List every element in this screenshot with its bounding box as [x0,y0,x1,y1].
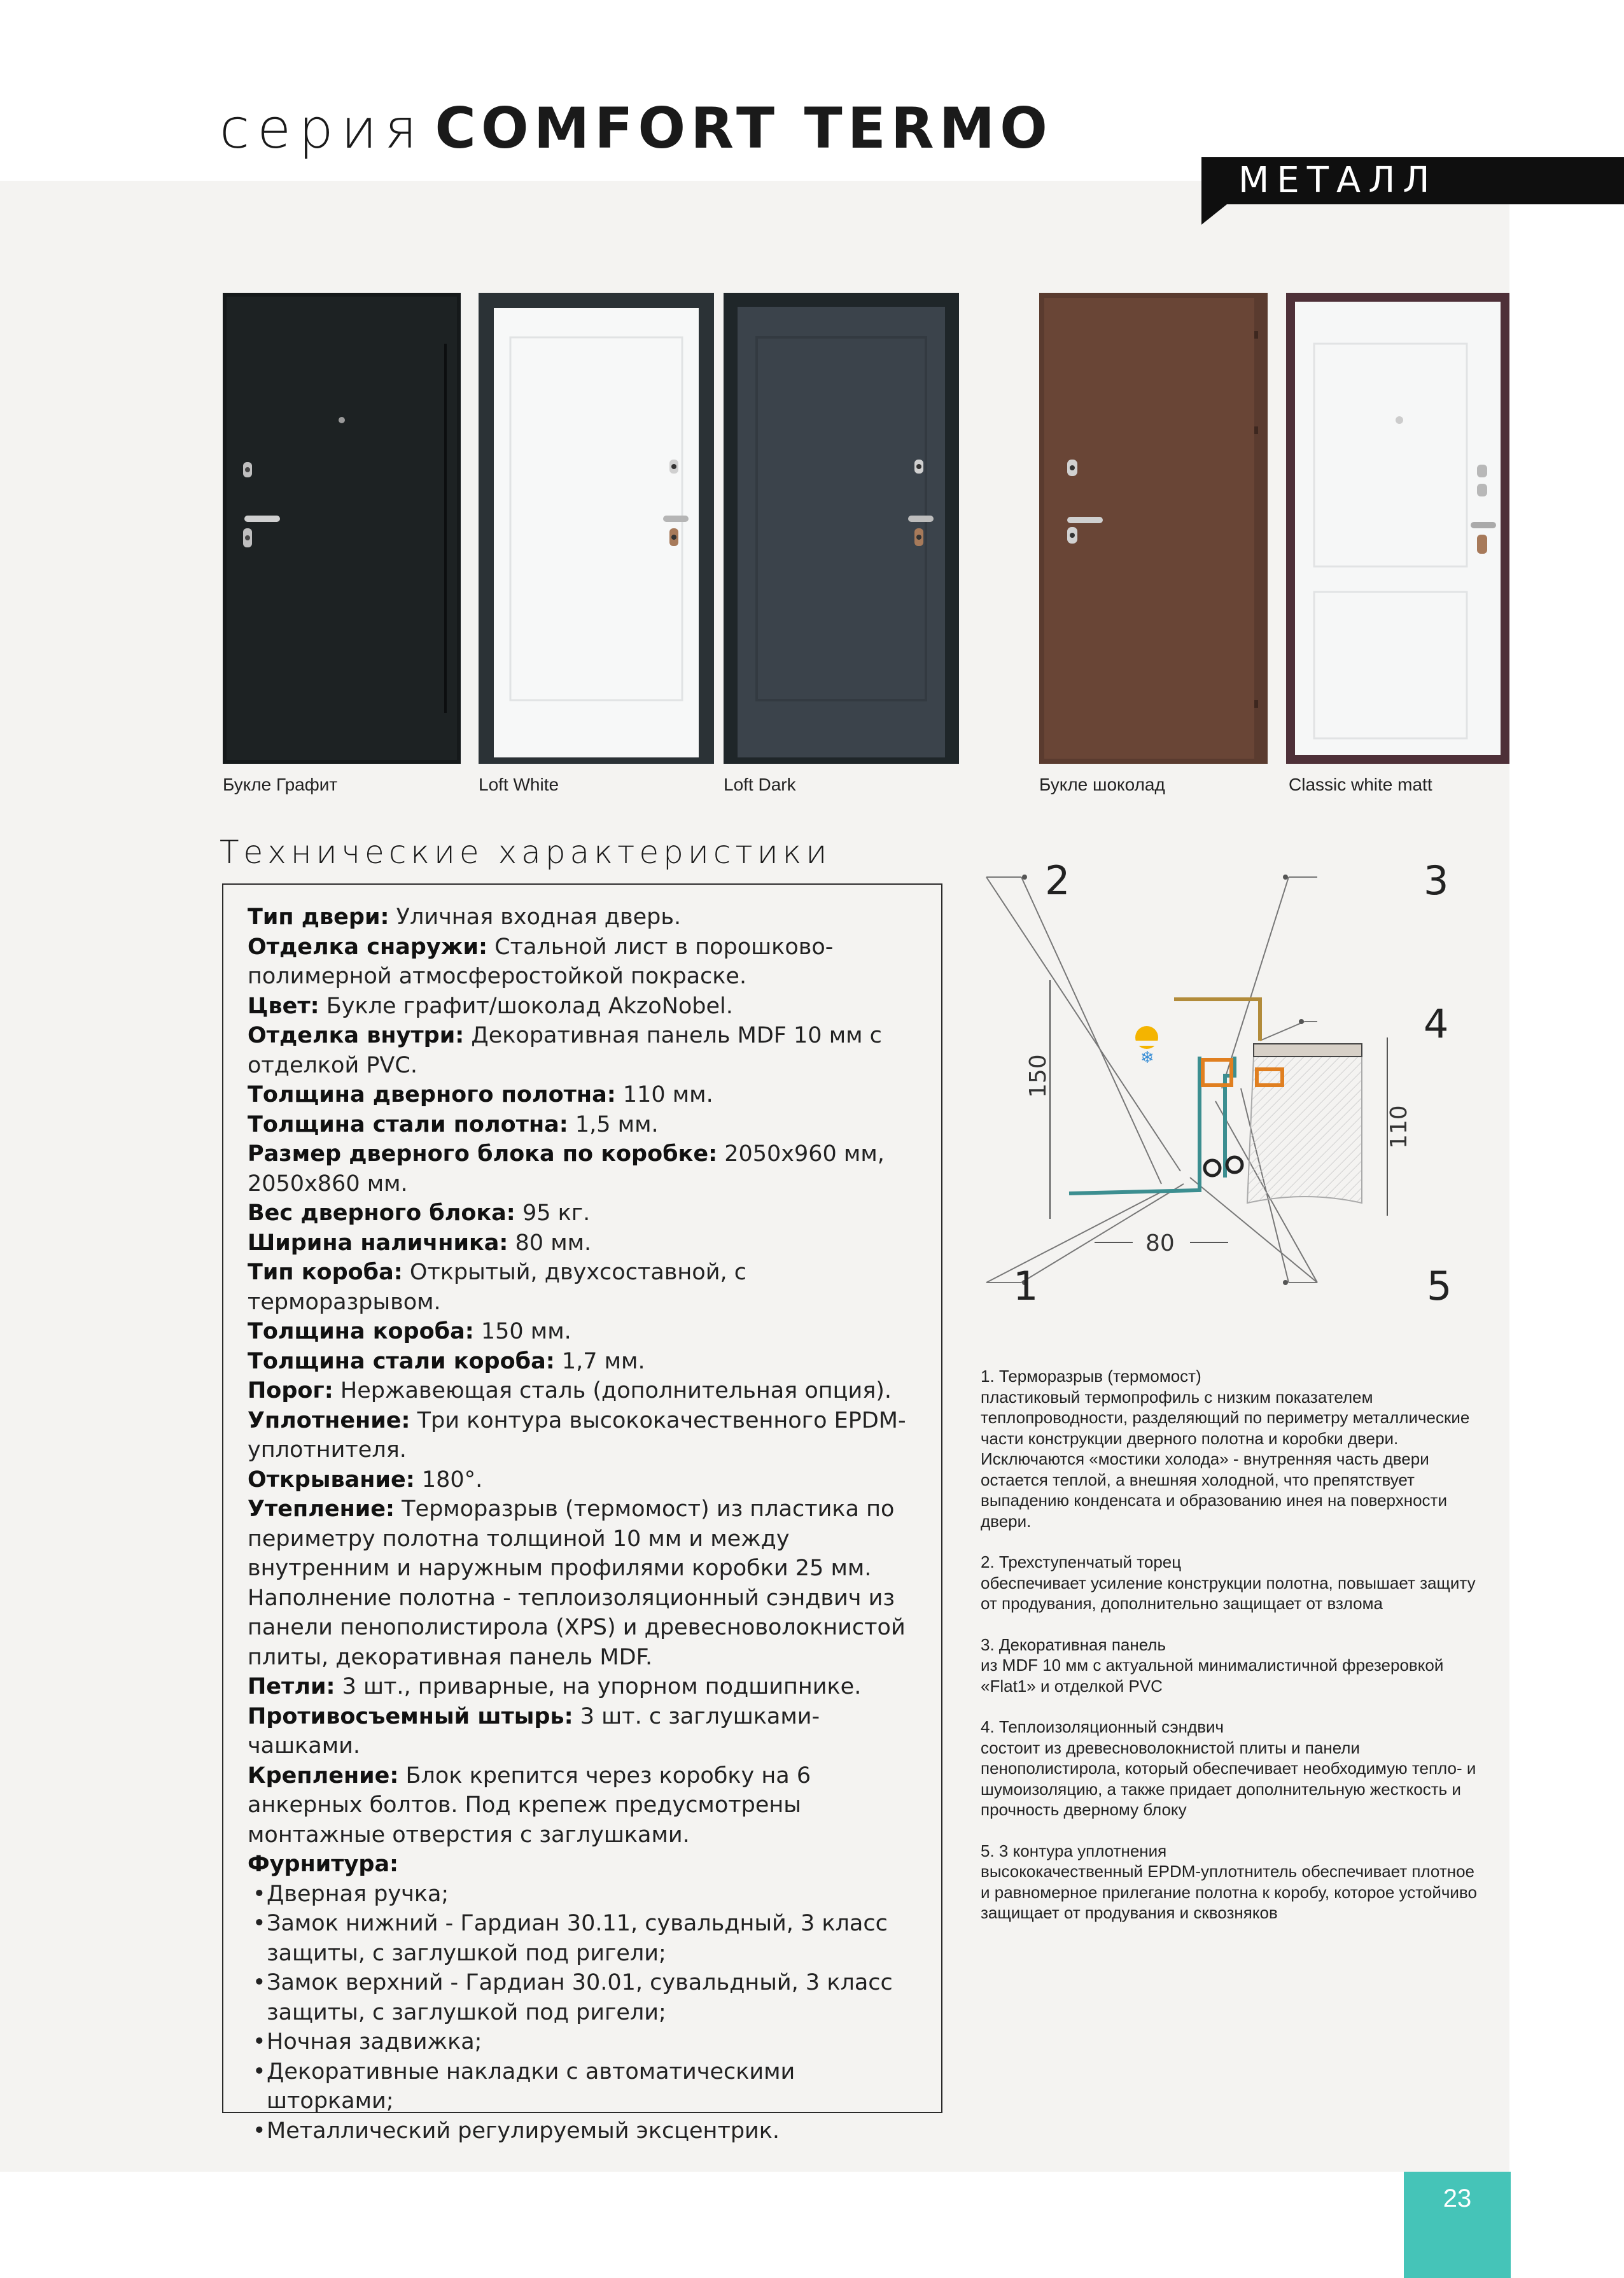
spec-row [248,1494,923,1672]
note-body: из MDF 10 мм с актуальной минималистичной фрезеровкой «Flat1» и отделкой PVC [981,1656,1444,1696]
dim-80-label: 80 [1145,1230,1175,1256]
door-caption: Loft Dark [724,775,796,794]
note-body: обеспечивает усиление конструкции полотна, повышает защиту от продувания, дополнительно защищает от взлома [981,1573,1476,1613]
spec-row [248,1406,923,1465]
spec-value: Открытый, двухсоставной, с терморазрывом. [248,1260,746,1315]
spec-key: Тип двери: [248,904,389,930]
note-body: высококачественный EPDM-уплотнитель обеспечивает плотное и равномерное прилегание полотна к коробу, которое устойчиво защищает от продувания и сквозняков [981,1862,1477,1922]
door-image-chocolate [1039,293,1268,764]
spec-row [248,1228,923,1258]
furniture-item: • Дверная ручка; [248,1880,923,1909]
spec-list [248,903,923,1850]
spec-value: Терморазрыв (термомост) из пластика по периметру полотна толщиной 10 мм и между внутренним и наружным профилями коробки 25 мм. Наполнение полотна - теплоизоляционный сэндвич из панели пенополистирола (XPS) и древесноволокнистой плиты, декоративная панель MDF. [248,1496,906,1670]
spec-key: Толщина стали полотна: [248,1111,568,1137]
note-title: 2. Трехступенчатый торец [981,1552,1182,1571]
spec-key: Цвет: [248,993,319,1019]
furniture-title: Фурнитура: [248,1852,399,1877]
spec-value: 1,7 мм. [561,1348,645,1374]
spec-value: 3 шт. с заглушками-чашками. [248,1703,820,1759]
spec-key: Противосъемный штырь: [248,1703,573,1729]
spec-row [248,1761,923,1850]
spec-value: Три контура высококачественного EPDM-уплотнителя. [248,1407,906,1463]
spec-key: Отделка внутри: [248,1023,465,1048]
door-caption: Букле Графит [223,775,338,794]
spec-value: 80 мм. [515,1230,592,1256]
specs-box [222,883,942,2144]
furniture-item: • Ночная задвижка; [248,2027,923,2057]
note-title: 4. Теплоизоляционный сэндвич [981,1717,1224,1736]
spec-key: Уплотнение: [248,1407,410,1433]
furniture-item: • Замок нижний - Гардиан 30.11, сувальдный, 3 класс защиты, с заглушкой под ригели; [248,1909,923,1968]
door-image-loft-white [479,293,714,764]
spec-value: 2050х960 мм, 2050х860 мм. [248,1141,885,1197]
furniture-item: • Декоративные накладки с автоматическими шторками; [248,2057,923,2116]
spec-value: 150 мм. [480,1319,571,1344]
page-header [220,95,1053,185]
furniture-list [248,1880,923,2146]
spec-value: 110 мм. [622,1082,713,1107]
door-caption: Букле шоколад [1039,775,1165,794]
note-title: 5. 3 контура уплотнения [981,1841,1167,1860]
spec-key: Порог: [248,1378,333,1403]
spec-key: Толщина дверного полотна: [248,1082,616,1107]
spec-key: Утепление: [248,1496,395,1522]
spec-key: Петли: [248,1674,335,1699]
page-number: 23 [1404,2172,1511,2278]
spec-value: 3 шт., приварные, на упорном подшипнике. [342,1674,862,1699]
spec-value: Декоративная панель MDF 10 мм с отделкой PVC. [248,1023,882,1078]
spec-row [248,903,923,932]
callout-5: 5 [1427,1263,1452,1309]
spec-row [248,1465,923,1495]
spec-row [248,992,923,1022]
furniture-item: • Металлический регулируемый эксцентрик. [248,2116,923,2146]
spec-value: Стальной лист в порошково-полимерной атмосферостойкой покраске. [248,934,834,989]
spec-row [248,1139,923,1199]
spec-key: Толщина короба: [248,1319,474,1344]
spec-row [248,1702,923,1761]
note-title: 3. Декоративная панель [981,1635,1166,1654]
spec-row [248,1672,923,1702]
dim-110-label: 110 [1386,1105,1412,1149]
note-body: пластиковый термопрофиль с низким показателем теплопроводности, разделяющий по периметру металлические части конструкции дверного полотна и коробки двери. Исключаются «мостики холода» - внутренняя часть двери остается теплой, а внешняя холодной, что препятствует выпадению конденсата и образованию инея на поверхности двери. [981,1387,1470,1531]
note-item [981,1366,1477,1531]
series-word: серия [220,97,425,161]
door-image-classic-white-matt [1286,293,1509,764]
spec-row [248,1110,923,1140]
spec-row [248,932,923,992]
category-badge: МЕТАЛЛ [1201,157,1624,204]
spec-value: Нержавеющая сталь (дополнительная опция). [340,1378,892,1403]
spec-value: Блок крепится через коробку на 6 анкерных болтов. Под крепеж предусмотрены монтажные отверстия с заглушками. [248,1762,811,1848]
spec-value: Уличная входная дверь. [396,904,682,930]
note-item [981,1552,1477,1614]
spec-row [248,1258,923,1317]
spec-key: Размер дверного блока по коробке: [248,1141,718,1167]
spec-value: 1,5 мм. [575,1111,659,1137]
note-body: состоит из древесноволокнистой плиты и панели пенополистирола, который обеспечивает необходимую тепло- и шумоизоляцию, а также придает дополнительную жесткость и прочность дверному блоку [981,1738,1476,1819]
callout-1: 1 [1013,1263,1039,1309]
door-section-diagram [974,847,1476,1330]
callout-4: 4 [1424,1001,1449,1047]
spec-key: Вес дверного блока: [248,1200,515,1226]
spec-value: 95 кг. [522,1200,591,1226]
spec-row [248,1080,923,1110]
specs-title: Технические характеристики [220,834,832,871]
callout-3: 3 [1424,857,1449,904]
door-caption: Classic white matt [1289,775,1432,794]
spec-key: Ширина наличника: [248,1230,508,1256]
spec-row [248,1021,923,1080]
feature-notes [981,1366,1477,1944]
furniture-item: • Замок верхний - Гардиан 30.01, сувальдный, 3 класс защиты, с заглушкой под ригели; [248,1968,923,2027]
series-name: COMFORT TERMO [435,95,1053,161]
door-image-graphite [223,293,461,764]
spec-key: Толщина стали короба: [248,1348,555,1374]
spec-key: Открывание: [248,1466,415,1493]
callout-2: 2 [1045,857,1070,904]
spec-key: Отделка снаружи: [248,934,488,960]
spec-key: Крепление: [248,1762,399,1789]
spec-value: 180°. [421,1466,483,1493]
spec-value: Букле графит/шоколад AkzoNobel. [326,993,733,1019]
spec-row [248,1317,923,1347]
spec-row [248,1376,923,1406]
spec-key: Тип короба: [248,1260,403,1285]
sun-snow-icon [1126,1026,1171,1067]
spec-row [248,1347,923,1377]
dim-150-label: 150 [1025,1054,1051,1098]
door-image-loft-dark [724,293,959,764]
door-caption: Loft White [479,775,559,794]
note-item [981,1841,1477,1923]
note-item [981,1635,1477,1697]
note-title: 1. Терморазрыв (термомост) [981,1367,1201,1386]
svg-text:❄: ❄ [1140,1048,1154,1067]
note-item [981,1717,1477,1820]
badge-tail [1201,204,1227,225]
spec-row [248,1199,923,1228]
